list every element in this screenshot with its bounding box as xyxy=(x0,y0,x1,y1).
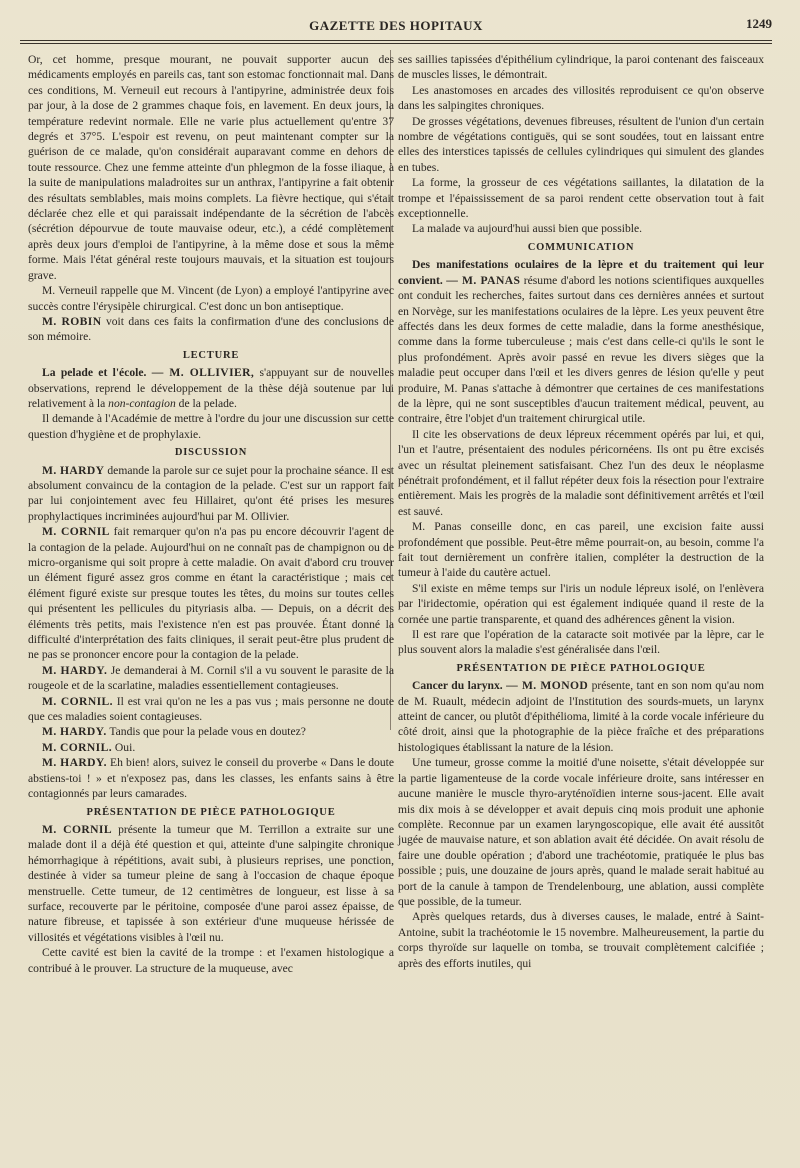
speaker-name: M. CORNIL xyxy=(42,525,110,539)
article-title: Cancer du larynx. xyxy=(412,679,503,693)
paragraph: M. ROBIN voit dans ces faits la confirmation d'une des conclusions de son mémoire. xyxy=(28,314,394,344)
paragraph: De grosses végétations, devenues fibreuses, résultent de l'union d'un certain nombre de végétations contiguës, qui se sont soudées, tout en laissant entre elles des interstices tapissés de cellules cylindriques qui simulent des glandes en tubes. xyxy=(398,114,764,174)
paragraph: Après quelques retards, dus à diverses causes, le malade, entré à Saint-Antoine, subit la trachéotomie le 15 novembre. Malheureusement, la partie du corps thyroïde sur laquelle on tomba, se trouvait complètement calcifiée ; après des efforts inutiles, qui xyxy=(398,910,764,970)
right-column xyxy=(398,52,764,971)
header-rule-2 xyxy=(20,43,772,44)
paragraph: M. HARDY. Eh bien! alors, suivez le conseil du proverbe « Dans le doute abstiens-toi ! » et n'exposez pas, dans les classes, les enfants sains à être contagionnés par leurs camarades. xyxy=(28,756,394,801)
paragraph: La pelade et l'école. — M. OLLIVIER, s'appuyant sur de nouvelles observations, reprend le développement de la thèse déjà soutenue par lui relativement à la non-contagion de la pelade. xyxy=(28,366,394,410)
speaker-name: M. HARDY. xyxy=(42,725,107,739)
paragraph: Les anastomoses en arcades des villosités reproduisent ce qu'on observe dans les salpingites chroniques. xyxy=(398,83,764,113)
paragraph: M. CORNIL présente la tumeur que M. Terrillon a extraite sur une malade dont il a déjà été question et qui, atteinte d'une salpingite chronique hémorrhagique à répétitions, avait subi, à plusieurs reprises, une ponction, destinée à vider sa tumeur pleine de sang à l'occasion de chaque époque menstruelle. Cette tumeur, de 12 centimètres de longueur, est lisse à sa surface, recouverte par le péritoine, composée d'une paroi assez épaisse, de nature fibreuse, et tapissée à son extérieur d'une muqueuse hérissée de villosités et végétations visibles à l'œil nu. xyxy=(28,822,394,944)
paragraph: Cancer du larynx. — M. MONOD présente, tant en son nom qu'au nom de M. Ruault, médecin adjoint de l'Institution des sourds-muets, un larynx atteint de cancer, ou plutôt d'épithélioma, limité à la corde vocale inférieure du côté droit, ainsi que la photographie de la pièce fraîche et des préparations histologiques établissant la nature de la lésion. xyxy=(398,679,764,754)
section-heading: DISCUSSION xyxy=(174,447,248,459)
section-heading: PRÉSENTATION DE PIÈCE PATHOLOGIQUE xyxy=(456,662,706,674)
article-title: La pelade et l'école. xyxy=(42,366,147,380)
speaker-name: — M. MONOD xyxy=(506,679,589,693)
paragraph: M. HARDY demande la parole sur ce sujet pour la prochaine séance. Il est absolument convaincu de la contagion de la pelade. C'est sur un rapport fait par lui conjointement avec feu Hillairet, qu'ont été prises les mesures prophylactiques incriminées aujourd'hui par M. Ollivier. xyxy=(28,463,394,523)
article-title: Des manifestations oculaires de la lèpre et du traitement qui leur convient. xyxy=(398,258,764,287)
speaker-name: — M. PANAS xyxy=(446,273,521,287)
paragraph: Il demande à l'Académie de mettre à l'ordre du jour une discussion sur cette question d'hygiène et de prophylaxie. xyxy=(28,412,394,441)
journal-title: GAZETTE DES HOPITAUX xyxy=(309,18,483,33)
paragraph: Des manifestations oculaires de la lèpre et du traitement qui leur convient. — M. PANAS résume d'abord les notions scientifiques auxquelles ont conduit les recherches, faites surtout dans ces dernières années et surtout en Norvège, sur les manifestations oculaires de la lèpre. Les yeux peuvent être affectés dans les deux formes de cette maladie, dans la forme anesthésique, comme dans la forme tuberculeuse ; mais c'est dans celle-ci qu'ils le sont le plus profondément. Après avoir passé en revue les divers sièges que la maladie peut occuper dans l'œil et les divers genres de lésion qu'elle y peut produire, M. Panas s'attache à démontrer que certaines de ces manifestations de la lèpre, qui ne sont susceptibles d'aucun traitement médical, peuvent, au contraire, être l'objet d'un traitement chirurgical utile. xyxy=(398,258,764,426)
paragraph: Cette cavité est bien la cavité de la trompe : et l'examen histologique a contribué à le prouver. La structure de la muqueuse, avec xyxy=(28,946,394,975)
speaker-name: M. HARDY. xyxy=(42,663,108,677)
paragraph: M. HARDY. Je demanderai à M. Cornil s'il a vu souvent le parasite de la rougeole et de la scarlatine, maladies essentiellement contagieuses. xyxy=(28,663,394,693)
paragraph: M. CORNIL. Oui. xyxy=(42,740,136,754)
section-heading: LECTURE xyxy=(182,349,240,361)
page-header xyxy=(20,10,772,40)
section-heading: PRÉSENTATION DE PIÈCE PATHOLOGIQUE xyxy=(86,806,336,818)
speaker-name: M. CORNIL xyxy=(42,822,112,836)
paragraph: S'il existe en même temps sur l'iris un nodule lépreux isolé, on l'enlèvera par l'iridectomie, opération qui est également indiquée quand il reste de la cornée une partie transparente, et quand des adhérences gênent la vision. xyxy=(398,581,764,626)
paragraph: M. HARDY. Tandis que pour la pelade vous en doutez? xyxy=(42,725,306,739)
section-heading: COMMUNICATION xyxy=(527,241,635,253)
paragraph: M. Verneuil rappelle que M. Vincent (de Lyon) a employé l'antipyrine avec succès contre l'érysipèle chirurgical. C'est donc un bon antiseptique. xyxy=(28,284,394,313)
header-rule xyxy=(20,40,772,41)
paragraph: La malade va aujourd'hui aussi bien que possible. xyxy=(412,222,643,236)
paragraph: ses saillies tapissées d'épithélium cylindrique, la paroi contenant des faisceaux de muscles lisses, le démontrait. xyxy=(398,53,764,82)
speaker-name: M. ROBIN xyxy=(42,314,102,328)
paragraph: M. CORNIL. Il est vrai qu'on ne les a pas vus ; mais personne ne doute que ces maladies soient contagieuses. xyxy=(28,694,394,724)
paragraph: M. CORNIL fait remarquer qu'on n'a pas pu encore découvrir l'agent de la contagion de la pelade. Aujourd'hui on ne connaît pas de champignon ou de micro-organisme qui soit propre à cette maladie. On avait d'abord cru trouver un élément figuré assez gros comme en étant la caractéristique ; mais cet élément figuré existe sur presque toutes les têtes, du moins sur toutes celles qui présentent les pellicules du pityriasis alba. — Depuis, on a décrit des éléments très petits, mais l'existence n'en est pas prouvée. Étant donné la difficulté d'interprétation des faits cliniques, il serait peut-être plus prudent de ne pas se prononcer encore pour la contagion de la pelade. xyxy=(28,525,394,662)
paragraph: Or, cet homme, presque mourant, ne pouvait supporter aucun des médicaments employés en pareils cas, tant son estomac fonctionnait mal. Dans ces conditions, M. Verneuil eut recours à l'antipyrine, administrée deux fois par jour, à la dose de 2 grammes chaque fois, en lavement. En deux jours, la température redevint normale. Elle ne varie plus actuellement qu'entre 37 degrés et 37°5. L'espoir est revenu, on peut maintenant compter sur la guérison de ce malade, qu'on considérait auparavant comme en dehors de toute ressource. Chez une femme atteinte d'un phlegmon de la fosse iliaque, à la suite de manipulations maladroites sur un anthrax, l'antipyrine a fait obtenir des résultats semblables, mais moins complets. La fièvre hectique, qui s'était déclarée chez elle et qui paraissait indépendante de la sécrétion de l'abcès (sécrétion dépourvue de toute mauvaise odeur, etc.), a cédé complètement après deux jours d'emploi de l'antipyrine, à la même dose et sous la même forme. Mais l'état général reste toujours mauvais, et la situation est toujours grave. xyxy=(28,53,394,282)
speaker-name: M. CORNIL. xyxy=(42,694,113,708)
paragraph: Il est rare que l'opération de la cataracte soit motivée par la lèpre, car le plus souvent alors la maladie s'est généralisée dans l'œil. xyxy=(398,628,764,657)
paragraph: M. Panas conseille donc, en cas pareil, une excision faite aussi profondément que possible. Peut-être même pourrait-on, au besoin, comme l'a fait tout dernièrement un confrère italien, compléter la destruction de la tumeur à l'aide du cautère actuel. xyxy=(398,520,764,580)
left-column xyxy=(28,52,394,976)
paragraph: Une tumeur, grosse comme la moitié d'une noisette, s'était développée sur la partie ligamenteuse de la corde vocale inférieure droite, sans intéresser en aucune manière le muscle thyro-aryténoïdien interne sous-jacent. Elle avait mis dix mois à se développer et avait depuis cinq mois produit une aphonie complète. Reconnue par un examen laryngoscopique, elle avait été aussitôt jugée de mauvaise nature, et son ablation avait été décidée. On avait résolu de faire une double opération ; d'abord une trachéotomie, pratiquée le plus bas possible ; puis, une douzaine de jours après, quand le malade serait habitué au port de la canule à tampon de Trendelenbourg, une ablation, aussi complète que possible, de la tumeur. xyxy=(398,756,764,908)
speaker-name: M. HARDY xyxy=(42,463,105,477)
paragraph: Il cite les observations de deux lépreux récemment opérés par lui, et qui, l'un et l'autre, présentaient des nodules péricornéens. Ils ont pu être excisés avec un résultat pleinement satisfaisant. Chez l'un des deux le néoplasme pénétrait profondément, et il fallut répéter deux fois la résection pour l'extraire entièrement. Mais les progrès de la maladie sont définitivement arrêtés et l'œil est sauvé. xyxy=(398,427,764,518)
speaker-name: — M. OLLIVIER, xyxy=(151,366,255,380)
page-number: 1249 xyxy=(746,16,772,31)
speaker-name: M. HARDY. xyxy=(42,756,107,770)
paragraph: La forme, la grosseur de ces végétations saillantes, la dilatation de la trompe et l'épaississement de sa paroi rendent cette observation tout à fait exceptionnelle. xyxy=(398,176,764,221)
speaker-name: M. CORNIL. xyxy=(42,740,113,754)
